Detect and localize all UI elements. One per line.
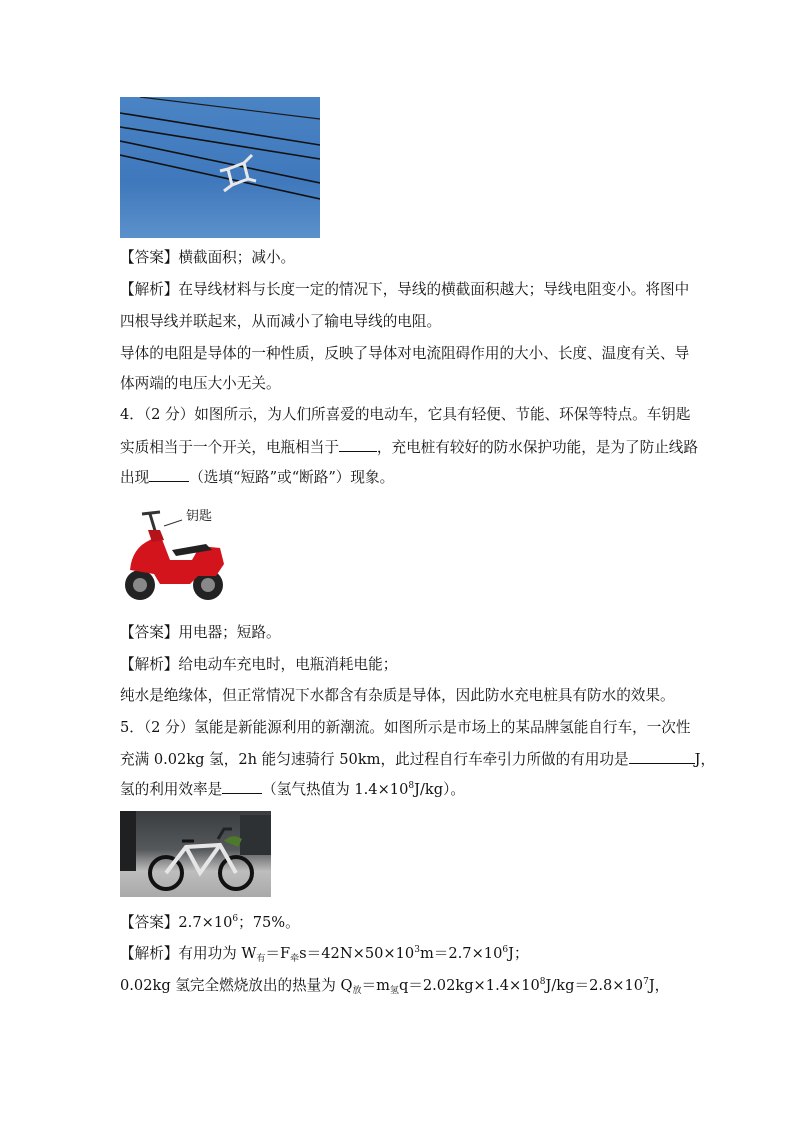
answer-tag: 【答案】 [120, 914, 179, 931]
q5-answer-line [120, 913, 300, 933]
analysis-tag: 【解析】 [120, 281, 179, 298]
exponent: 8 [408, 781, 415, 791]
subscript: 有 [256, 954, 266, 964]
subscript: 放 [352, 986, 362, 996]
power-lines-drawing [120, 97, 320, 238]
scooter-drawing [120, 500, 232, 606]
answer-blank[interactable] [222, 779, 262, 794]
q4-stem-line-2 [120, 437, 698, 458]
exponent: 6 [502, 945, 509, 955]
subscript: 氢 [389, 986, 399, 996]
q5-stem-line-1: 5．（2 分）氢能是新能源利用的新潮流。如图所示是市场上的某品牌氢能自行车，一次性 [120, 719, 691, 736]
q5-a2-c: q＝2.02kg×1.4×10 [398, 977, 540, 994]
q5-stem-2a: 充满 0.02kg 氢，2h 能匀速骑行 50km，此过程自行车牵引力所做的有用功是 [120, 751, 629, 768]
key-label: 钥匙 [186, 509, 213, 524]
scooter-photo [120, 500, 232, 606]
q5-stem-3c: J/kg）。 [414, 781, 465, 798]
answer-blank[interactable] [339, 437, 377, 452]
q5-a2-b: ＝m [361, 977, 390, 994]
q4-stem-line-3 [120, 467, 394, 488]
q5-a1-e: J； [508, 945, 529, 962]
q4-stem-3b: （选填“短路”或“断路”）现象。 [189, 469, 395, 486]
q4-stem-2a: 实质相当于一个开关，电瓶相当于 [120, 439, 339, 456]
q5-stem-line-2 [120, 749, 715, 770]
hydrogen-bike-photo [120, 811, 271, 897]
q5-a1-d: m＝2.7×10 [419, 945, 503, 962]
q5-a2-a: 0.02kg 氢完全燃烧放出的热量为 Q [120, 977, 353, 994]
answer-tag: 【答案】 [120, 624, 179, 641]
q3-analysis-line-3: 导体的电阻是导体的一种性质，反映了导体对电流阻碍作用的大小、长度、温度有关、导 [120, 345, 690, 362]
exponent: 6 [232, 914, 239, 924]
exponent: 7 [643, 977, 649, 987]
power-lines-photo [120, 97, 320, 238]
subscript: 牵 [290, 954, 300, 964]
q4-answer: 用电器；短路。 [178, 624, 281, 641]
q5-answer-a: 2.7×10 [178, 914, 233, 931]
q5-analysis-line-1 [120, 944, 529, 964]
analysis-tag: 【解析】 [120, 945, 179, 962]
q5-stem-3a: 氢的利用效率是 [120, 781, 223, 798]
q5-a2-d: J/kg＝2.8×10 [545, 977, 644, 994]
q4-analysis-line-2: 纯水是绝缘体，但正常情况下水都含有杂质是导体，因此防水充电桩具有防水的效果。 [120, 687, 675, 704]
q3-answer-line [120, 248, 295, 268]
q5-stem-3b: （氢气热值为 1.4×10 [262, 781, 409, 798]
q3-analysis-line-2: 四根导线并联起来，从而减小了输电导线的电阻。 [120, 313, 442, 330]
q3-analysis-line-4: 体两端的电压大小无关。 [120, 375, 281, 392]
q5-stem-line-3 [120, 779, 465, 800]
q3-analysis-text-1: 在导线材料与长度一定的情况下，导线的横截面积越大；导线电阻变小。将图中 [178, 281, 690, 298]
q4-stem-2b: ，充电桩有较好的防水保护功能，是为了防止线路 [376, 439, 698, 456]
analysis-tag: 【解析】 [120, 656, 179, 673]
q4-stem-line-1: 4．（2 分）如图所示，为人们所喜爱的电动车，它具有轻便、节能、环保等特点。车钥匙 [120, 406, 691, 423]
q4-analysis-text-1: 给电动车充电时，电瓶消耗电能； [178, 656, 398, 673]
q5-a1-c: s＝42N×50×10 [299, 945, 415, 962]
q4-answer-line [120, 623, 281, 643]
q3-analysis-line-1 [120, 280, 689, 300]
q5-answer-b: ；75%。 [238, 914, 300, 931]
q4-stem-3a: 出现 [120, 469, 150, 486]
q3-answer: 横截面积；减小。 [178, 249, 296, 266]
q5-a1-b: ＝F [265, 945, 291, 962]
bike-drawing [120, 811, 271, 897]
q5-a2-e: J， [648, 977, 670, 994]
q5-stem-2b: J， [694, 751, 716, 768]
answer-blank[interactable] [629, 749, 695, 764]
answer-tag: 【答案】 [120, 249, 179, 266]
q5-a1-a: 有用功为 W [178, 945, 257, 962]
exponent: 8 [539, 977, 546, 987]
exponent: 3 [414, 945, 420, 955]
answer-blank[interactable] [149, 467, 189, 482]
q5-analysis-line-2 [120, 976, 669, 996]
q4-analysis-line-1 [120, 655, 397, 675]
